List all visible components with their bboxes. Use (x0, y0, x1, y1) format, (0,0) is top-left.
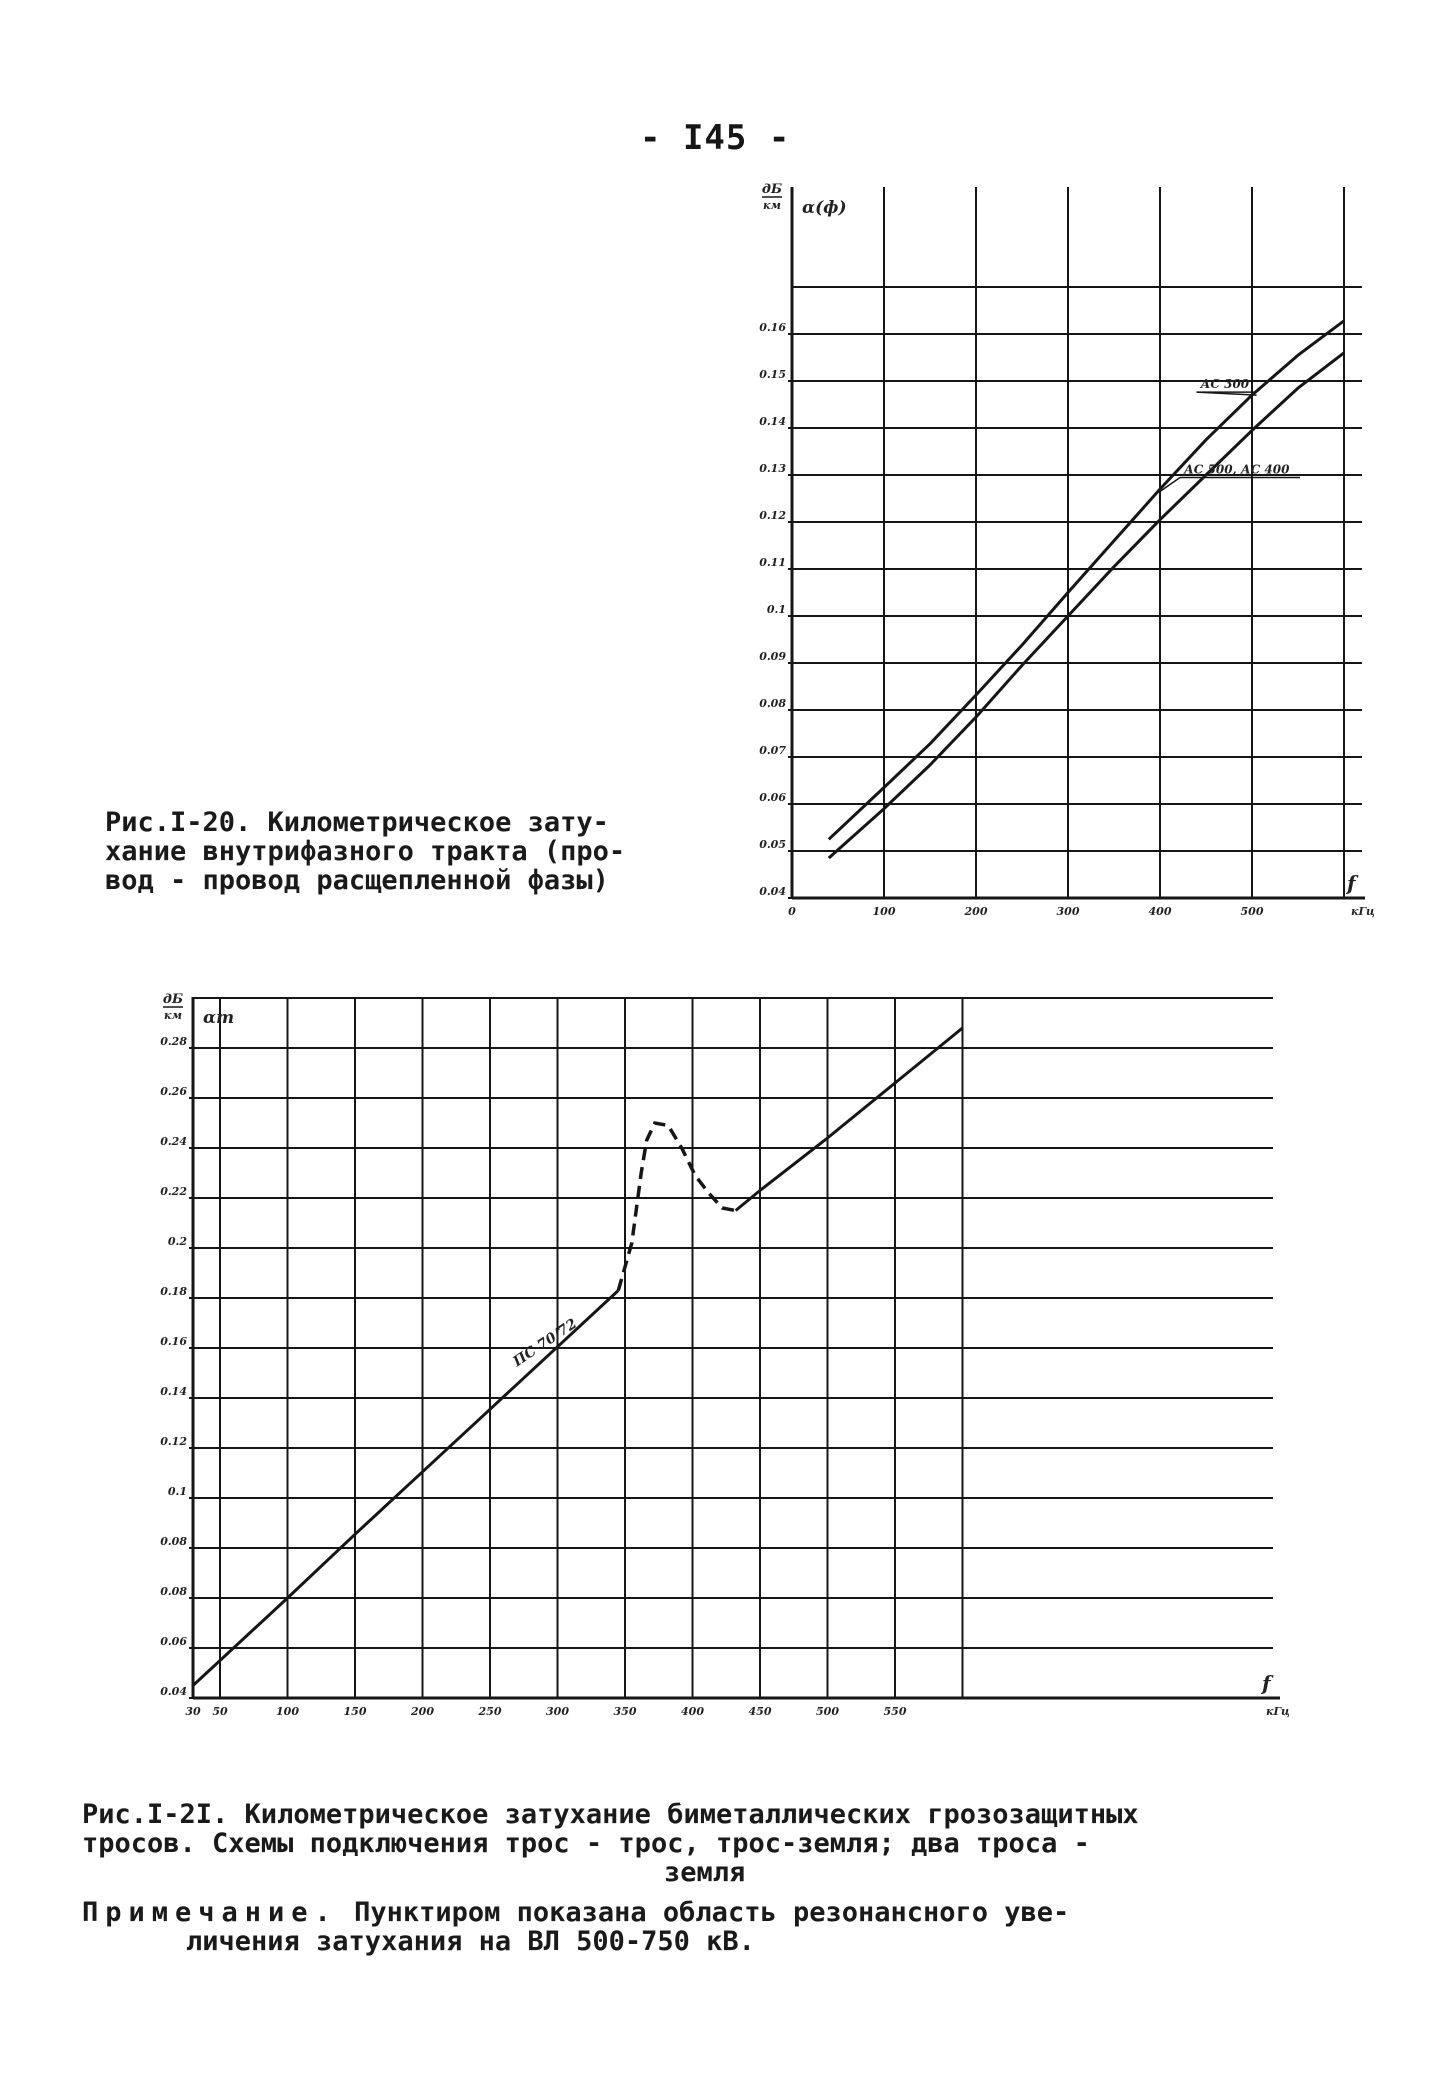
note-text-line2: личения затухания на ВЛ 500-750 кВ. (186, 1926, 755, 1957)
figure2-caption-line: тросов. Схемы подключения трос - трос, трос-земля; два троса - (82, 1828, 1090, 1859)
y-tick-label: 0.12 (160, 1435, 187, 1448)
figure2-chart (150, 985, 1320, 1765)
series-name-label: ПС 70/72 (510, 1315, 581, 1371)
figure1-chart (740, 175, 1380, 935)
y-tick-label: 0.13 (759, 462, 786, 475)
y-unit-label: км (763, 199, 781, 212)
x-tick-label: 0 (788, 905, 796, 918)
y-symbol-label: α(ф) (802, 198, 847, 218)
y-tick-label: 0.18 (160, 1285, 187, 1298)
y-tick-label: 0.24 (160, 1135, 187, 1148)
y-symbol-label: αт (203, 1008, 235, 1028)
x-tick-label: 400 (1148, 905, 1172, 918)
y-unit-label: дБ (162, 992, 184, 1007)
y-tick-label: 0.15 (759, 368, 786, 381)
note (82, 1898, 1382, 1956)
note-text: Пунктиром показана область резонансного уве- (337, 1897, 1070, 1928)
figure1-caption-line: Рис.I-20. Километрическое зату- (105, 807, 609, 838)
x-tick-label: 450 (748, 1705, 772, 1718)
y-unit-label: дБ (761, 182, 783, 197)
series-name-label: АС 500, АС 400 (1184, 462, 1290, 477)
x-tick-label: 500 (816, 1705, 839, 1718)
x-tick-label: 550 (883, 1705, 907, 1718)
figure1-caption (105, 808, 735, 895)
y-tick-label: 0.16 (160, 1335, 187, 1348)
figure2-caption-line: Рис.I-2I. Километрическое затухание биметаллических грозозащитных (82, 1799, 1139, 1830)
x-tick-label: 300 (546, 1705, 569, 1718)
figure2-caption (82, 1800, 1382, 1887)
x-symbol-label: f (1262, 1671, 1271, 1695)
y-tick-label: 0.12 (759, 509, 786, 522)
y-tick-label: 0.08 (160, 1585, 187, 1598)
y-tick-label: 0.1 (167, 1485, 187, 1498)
x-tick-label: 400 (681, 1705, 704, 1718)
y-tick-label: 0.14 (759, 415, 786, 428)
page-number: - I45 - (640, 118, 791, 158)
y-tick-label: 0.2 (167, 1235, 187, 1248)
x-tick-label: 350 (613, 1705, 637, 1718)
y-tick-label: 0.06 (759, 791, 786, 804)
note-lead: Примечание. (82, 1897, 338, 1928)
x-unit-label: кГц (1351, 905, 1375, 918)
y-tick-label: 0.26 (160, 1085, 187, 1098)
x-tick-label: 500 (1240, 905, 1264, 918)
x-tick-label: 100 (276, 1705, 299, 1718)
y-tick-label: 0.09 (759, 650, 786, 663)
x-tick-label: 250 (478, 1705, 502, 1718)
x-symbol-label: f (1347, 871, 1356, 895)
figure2-caption-line: земля (664, 1857, 746, 1888)
x-tick-label: 50 (212, 1705, 228, 1718)
series-line (829, 321, 1344, 840)
y-unit-label: км (164, 1009, 182, 1022)
y-tick-label: 0.1 (766, 603, 786, 616)
y-tick-label: 0.04 (160, 1685, 187, 1698)
y-tick-label: 0.06 (160, 1635, 187, 1648)
y-tick-label: 0.04 (759, 885, 786, 898)
x-tick-label: 150 (343, 1705, 367, 1718)
x-unit-label: кГц (1266, 1705, 1290, 1718)
series-line (736, 1028, 963, 1211)
y-tick-label: 0.11 (759, 556, 786, 569)
series-line (193, 1291, 618, 1686)
x-tick-label: 100 (872, 905, 896, 918)
y-tick-label: 0.16 (759, 321, 786, 334)
y-tick-label: 0.22 (160, 1185, 187, 1198)
x-tick-label: 200 (964, 905, 988, 918)
y-tick-label: 0.28 (160, 1035, 187, 1048)
x-tick-label: 30 (185, 1705, 201, 1718)
y-tick-label: 0.14 (160, 1385, 187, 1398)
figure1-caption-line: вод - провод расщепленной фазы) (105, 865, 609, 896)
x-tick-label: 200 (411, 1705, 434, 1718)
y-tick-label: 0.08 (160, 1535, 187, 1548)
y-tick-label: 0.07 (759, 744, 786, 757)
x-tick-label: 300 (1056, 905, 1080, 918)
y-tick-label: 0.05 (759, 838, 786, 851)
y-tick-label: 0.08 (759, 697, 786, 710)
figure1-caption-line: хание внутрифазного тракта (про- (105, 836, 626, 867)
series-name-label: АС 300 (1200, 377, 1250, 392)
